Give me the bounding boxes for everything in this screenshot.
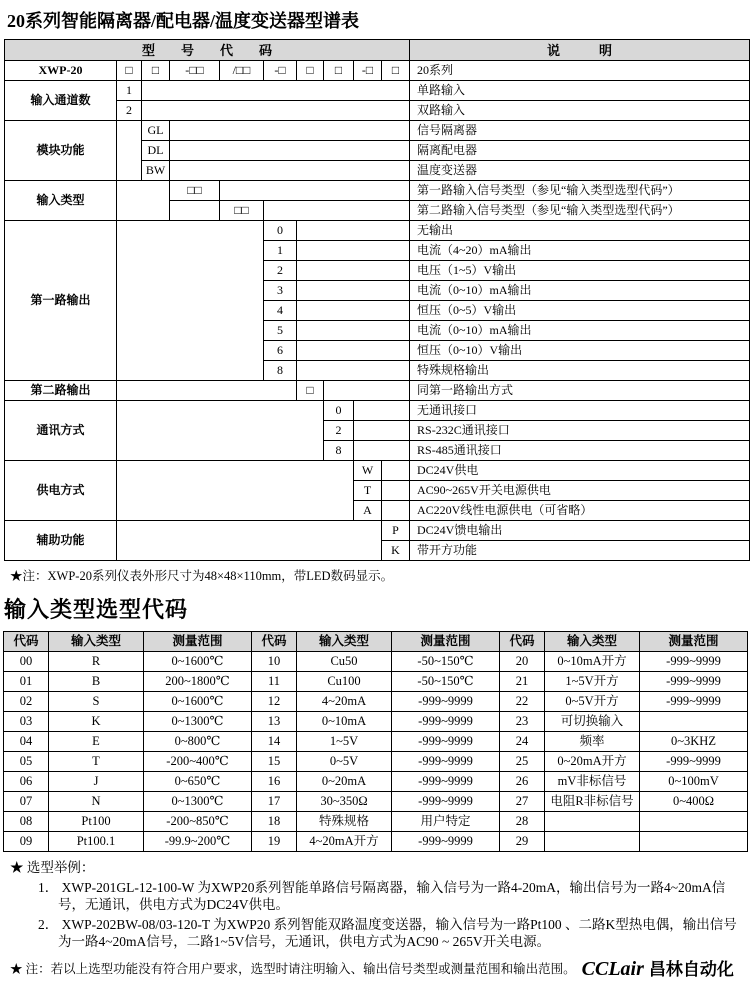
type-cell: 0~5V [297, 752, 392, 772]
range-cell: -50~150℃ [392, 652, 500, 672]
type-cell: Cu50 [297, 652, 392, 672]
type-cell: J [49, 772, 144, 792]
code-cell: 0 [324, 401, 354, 421]
group-label-input-type: 输入类型 [5, 181, 117, 221]
code-cell: 02 [4, 692, 49, 712]
code-cell: 8 [324, 441, 354, 461]
range-cell: -50~150℃ [392, 672, 500, 692]
code-cell: 17 [252, 792, 297, 812]
range-cell: 0~800℃ [144, 732, 252, 752]
spacer-cell [382, 501, 410, 521]
type-cell: 频率 [545, 732, 640, 752]
range-cell: 0~1300℃ [144, 712, 252, 732]
spacer-cell [297, 361, 410, 381]
type-cell: E [49, 732, 144, 752]
code-cell: P [382, 521, 410, 541]
code-cell: 13 [252, 712, 297, 732]
spacer-cell [117, 401, 324, 461]
desc-cell: 电流（0~10）mA输出 [410, 281, 750, 301]
codes-row [4, 812, 748, 832]
code-cell: 1 [117, 81, 142, 101]
desc-cell: 第二路输入信号类型（参见“输入类型选型代码”） [410, 201, 750, 221]
code-cell: 19 [252, 832, 297, 852]
code-cell: 5 [264, 321, 297, 341]
code-cell: 22 [500, 692, 545, 712]
code-box: □ [117, 61, 142, 81]
spacer-cell [170, 161, 410, 181]
type-cell: 可切换输入 [545, 712, 640, 732]
code-cell: □□ [220, 201, 264, 221]
example-item-2: 2． XWP-202BW-08/03-120-T 为XWP20 系列智能双路温度变送器，输入信号为一路Pt100 、二路K型热电偶，输出信号为一路4~20mA信号，二路1~5V信号，无通讯，供电方式为AC90 ~ 265V开关电源。 [38, 916, 737, 950]
table-row [5, 221, 750, 241]
model-spectrum-table [4, 39, 750, 561]
range-cell: -999~9999 [392, 732, 500, 752]
range-cell: -200~400℃ [144, 752, 252, 772]
codes-row [4, 652, 748, 672]
code-header: 代码 [500, 632, 545, 652]
code-cell: 14 [252, 732, 297, 752]
desc-cell: 同第一路输出方式 [410, 381, 750, 401]
code-cell: 10 [252, 652, 297, 672]
range-cell: -999~9999 [392, 712, 500, 732]
range-cell: 0~1600℃ [144, 652, 252, 672]
desc-cell: DC24V馈电输出 [410, 521, 750, 541]
table-row [5, 401, 750, 421]
spacer-cell [264, 201, 410, 221]
table-row [5, 81, 750, 101]
code-cell: 16 [252, 772, 297, 792]
group-label-aux: 辅助功能 [5, 521, 117, 561]
code-cell: 03 [4, 712, 49, 732]
spacer-cell [142, 101, 410, 121]
desc-cell: 双路输入 [410, 101, 750, 121]
range-cell [640, 812, 748, 832]
spacer-cell [297, 301, 410, 321]
desc-cell: 第一路输入信号类型（参见“输入类型选型代码”） [410, 181, 750, 201]
selection-examples [10, 859, 743, 951]
range-cell: -999~9999 [392, 692, 500, 712]
input-type-codes-table [3, 631, 748, 852]
range-cell [640, 832, 748, 852]
code-cell: A [354, 501, 382, 521]
code-cell: 2 [117, 101, 142, 121]
code-cell: 25 [500, 752, 545, 772]
logo-en-text: CCLair [581, 957, 644, 980]
table-row [5, 101, 750, 121]
desc-cell: 恒压（0~10）V输出 [410, 341, 750, 361]
type-cell: R [49, 652, 144, 672]
range-cell: -200~850℃ [144, 812, 252, 832]
type-cell: mV非标信号 [545, 772, 640, 792]
table-row [5, 121, 750, 141]
code-cell: □□ [170, 181, 220, 201]
range-cell: -999~9999 [640, 652, 748, 672]
type-cell: B [49, 672, 144, 692]
type-cell: 4~20mA开方 [297, 832, 392, 852]
code-cell: 28 [500, 812, 545, 832]
code-cell: 2 [324, 421, 354, 441]
code-cell: 06 [4, 772, 49, 792]
desc-cell: 温度变送器 [410, 161, 750, 181]
range-cell: -999~9999 [392, 752, 500, 772]
spacer-cell [117, 121, 142, 181]
code-columns-header: 型 号 代 码 [5, 40, 410, 61]
spacer-cell [297, 341, 410, 361]
desc-cell: 特殊规格输出 [410, 361, 750, 381]
range-cell: 0~400Ω [640, 792, 748, 812]
spacer-cell [297, 281, 410, 301]
code-cell: 8 [264, 361, 297, 381]
code-cell: 05 [4, 752, 49, 772]
desc-cell: DC24V供电 [410, 461, 750, 481]
range-cell: 0~100mV [640, 772, 748, 792]
codes-row [4, 832, 748, 852]
code-box: □ [142, 61, 170, 81]
code-cell: 00 [4, 652, 49, 672]
code-cell: 29 [500, 832, 545, 852]
type-cell: 0~10mA开方 [545, 652, 640, 672]
desc-cell: 电流（4~20）mA输出 [410, 241, 750, 261]
code-cell: 20 [500, 652, 545, 672]
desc-cell: AC220V线性电源供电（可省略） [410, 501, 750, 521]
type-cell [545, 832, 640, 852]
spacer-cell [117, 181, 170, 221]
company-logo [582, 955, 734, 981]
spacer-cell [297, 221, 410, 241]
type-cell: Cu100 [297, 672, 392, 692]
desc-cell: 电压（1~5）V输出 [410, 261, 750, 281]
code-cell: GL [142, 121, 170, 141]
type-cell: N [49, 792, 144, 812]
spacer-cell [382, 461, 410, 481]
code-box: /□□ [220, 61, 264, 81]
group-label-channel: 输入通道数 [5, 81, 117, 121]
range-cell: 用户特定 [392, 812, 500, 832]
code-cell: 15 [252, 752, 297, 772]
spacer-cell [324, 381, 410, 401]
model-table-header-row [5, 40, 750, 61]
dimension-note: ★注：XWP-20系列仪表外形尺寸为48×48×110mm，带LED数码显示。 [10, 569, 394, 583]
spacer-cell [297, 321, 410, 341]
code-box: □ [297, 61, 324, 81]
code-cell: □ [297, 381, 324, 401]
type-cell [545, 812, 640, 832]
spacer-cell [170, 201, 220, 221]
type-cell: T [49, 752, 144, 772]
desc-cell: AC90~265V开关电源供电 [410, 481, 750, 501]
code-cell: BW [142, 161, 170, 181]
code-cell: 6 [264, 341, 297, 361]
code-cell: 01 [4, 672, 49, 692]
desc-cell: 电流（0~10）mA输出 [410, 321, 750, 341]
range-cell: 0~650℃ [144, 772, 252, 792]
range-cell: -999~9999 [640, 692, 748, 712]
range-header: 测量范围 [640, 632, 748, 652]
group-label-comm: 通讯方式 [5, 401, 117, 461]
type-cell: 电阻R非标信号 [545, 792, 640, 812]
code-cell: 11 [252, 672, 297, 692]
logo-cn-text: 昌林自动化 [648, 959, 734, 979]
type-cell: Pt100 [49, 812, 144, 832]
range-header: 测量范围 [392, 632, 500, 652]
spacer-cell [142, 81, 410, 101]
codes-row [4, 732, 748, 752]
code-cell: DL [142, 141, 170, 161]
type-cell: 特殊规格 [297, 812, 392, 832]
code-cell: 07 [4, 792, 49, 812]
example-item-1: 1． XWP-201GL-12-100-W 为XWP20系列智能单路信号隔离器，输入信号为一路4-20mA，输出信号为一路4~20mA信号，无通讯，供电方式为DC24V供电。 [38, 879, 726, 913]
type-cell: 0~20mA [297, 772, 392, 792]
code-cell: 26 [500, 772, 545, 792]
desc-cell: 恒压（0~5）V输出 [410, 301, 750, 321]
code-box: -□ [354, 61, 382, 81]
range-cell: 0~1300℃ [144, 792, 252, 812]
desc-cell: 隔离配电器 [410, 141, 750, 161]
code-cell: 04 [4, 732, 49, 752]
range-header: 测量范围 [144, 632, 252, 652]
examples-heading: ★ 选型举例： [10, 860, 95, 875]
code-cell: 18 [252, 812, 297, 832]
code-box: -□□ [170, 61, 220, 81]
type-header: 输入类型 [297, 632, 392, 652]
codes-row [4, 712, 748, 732]
codes-row [4, 672, 748, 692]
spacer-cell [117, 381, 297, 401]
group-label-output1: 第一路输出 [5, 221, 117, 381]
type-cell: 4~20mA [297, 692, 392, 712]
group-label-output2: 第二路输出 [5, 381, 117, 401]
spacer-cell [297, 241, 410, 261]
spacer-cell [354, 441, 410, 461]
desc-cell: 带开方功能 [410, 541, 750, 561]
range-cell: -999~9999 [392, 792, 500, 812]
type-cell: K [49, 712, 144, 732]
spacer-cell [170, 121, 410, 141]
group-label-power: 供电方式 [5, 461, 117, 521]
code-cell: K [382, 541, 410, 561]
code-cell: 4 [264, 301, 297, 321]
code-cell: W [354, 461, 382, 481]
spacer-cell [382, 481, 410, 501]
code-cell: T [354, 481, 382, 501]
code-box: -□ [264, 61, 297, 81]
desc-cell: 信号隔离器 [410, 121, 750, 141]
spacer-cell [354, 421, 410, 441]
range-cell: 0~1600℃ [144, 692, 252, 712]
type-cell: S [49, 692, 144, 712]
spacer-cell [297, 261, 410, 281]
desc-cell: 20系列 [410, 61, 750, 81]
range-cell [640, 712, 748, 732]
code-cell: 12 [252, 692, 297, 712]
type-cell: 30~350Ω [297, 792, 392, 812]
codes-row [4, 752, 748, 772]
codes-row [4, 772, 748, 792]
code-header: 代码 [252, 632, 297, 652]
type-header: 输入类型 [49, 632, 144, 652]
desc-cell: RS-232C通讯接口 [410, 421, 750, 441]
section2-title: 输入类型选型代码 [4, 597, 189, 622]
range-cell: -999~9999 [392, 832, 500, 852]
code-header: 代码 [4, 632, 49, 652]
code-cell: 3 [264, 281, 297, 301]
type-header: 输入类型 [545, 632, 640, 652]
range-cell: 0~3KHZ [640, 732, 748, 752]
group-label-function: 模块功能 [5, 121, 117, 181]
type-cell: 0~5V开方 [545, 692, 640, 712]
code-cell: 1 [264, 241, 297, 261]
range-cell: -999~9999 [392, 772, 500, 792]
code-cell: 21 [500, 672, 545, 692]
range-cell: 200~1800℃ [144, 672, 252, 692]
description-header: 说 明 [410, 40, 750, 61]
type-cell: 1~5V开方 [545, 672, 640, 692]
model-code-row [5, 61, 750, 81]
spacer-cell [170, 141, 410, 161]
range-cell: -999~9999 [640, 672, 748, 692]
code-box: □ [324, 61, 354, 81]
code-cell: 2 [264, 261, 297, 281]
codes-row [4, 792, 748, 812]
table-row [5, 521, 750, 541]
page-title: 20系列智能隔离器/配电器/温度变送器型谱表 [7, 11, 360, 31]
range-cell: -99.9~200℃ [144, 832, 252, 852]
footer [10, 955, 743, 981]
spacer-cell [117, 221, 264, 381]
spacer-cell [354, 401, 410, 421]
range-cell: -999~9999 [640, 752, 748, 772]
spacer-cell [117, 521, 382, 561]
spacer-cell [117, 461, 354, 521]
code-cell: 09 [4, 832, 49, 852]
code-cell: 24 [500, 732, 545, 752]
table-row [5, 381, 750, 401]
type-cell: 0~20mA开方 [545, 752, 640, 772]
code-cell: 23 [500, 712, 545, 732]
desc-cell: 无通讯接口 [410, 401, 750, 421]
codes-header-row [4, 632, 748, 652]
code-cell: 08 [4, 812, 49, 832]
spacer-cell [220, 181, 410, 201]
code-cell: 0 [264, 221, 297, 241]
type-cell: 0~10mA [297, 712, 392, 732]
code-cell: 27 [500, 792, 545, 812]
model-prefix-label: XWP-20 [5, 61, 117, 81]
table-row [5, 181, 750, 201]
codes-row [4, 692, 748, 712]
desc-cell: 无输出 [410, 221, 750, 241]
type-cell: Pt100.1 [49, 832, 144, 852]
code-box: □ [382, 61, 410, 81]
table-row [5, 461, 750, 481]
desc-cell: RS-485通讯接口 [410, 441, 750, 461]
selection-note: ★ 注：若以上选型功能没有符合用户要求，选型时请注明输入、输出信号类型或测量范围和输出范围。 [10, 961, 576, 976]
type-cell: 1~5V [297, 732, 392, 752]
desc-cell: 单路输入 [410, 81, 750, 101]
